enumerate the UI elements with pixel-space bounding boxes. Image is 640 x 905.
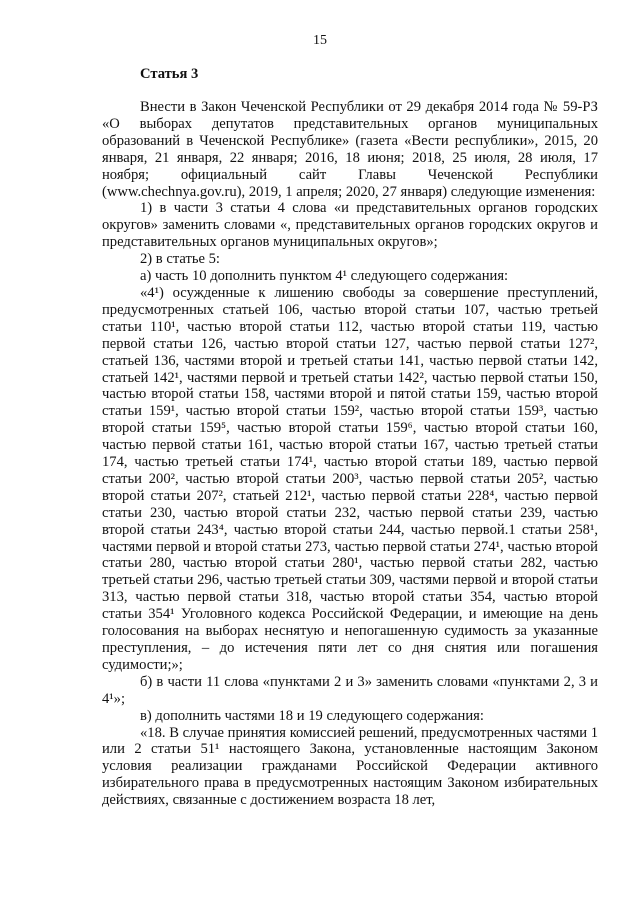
paragraph-quoted-18: «18. В случае принятия комиссией решений, предусмотренных частями 1 или 2 статьи 51¹ настоящего Закона, установленные настоящим Законом условия реализации гражданами Российской Федерации активного избирательного права в предусмотренных настоящим Законом избирательных действиях, связанные с достижением возраста 18 лет,: [102, 724, 598, 809]
paragraph-intro: Внести в Закон Чеченской Республики от 29 декабря 2014 года № 59-РЗ «О выборах депутатов представительных органов муниципальных образований в Чеченской Республике» (газета «Вести республики», 2015, 20 января, 21 января, 22 января; 2016, 18 июня; 2018, 25 июля, 28 июля, 17 ноября; официальный сайт Главы Чеченской Республики (www.chechnya.gov.ru), 2019, 1 апреля; 2020, 27 января) следующие изменения:: [102, 99, 598, 200]
paragraph-item-2: 2) в статье 5:: [140, 251, 220, 268]
article-body: [102, 99, 598, 809]
article-title: Статья 3: [140, 66, 199, 82]
page-number: 15: [313, 33, 327, 48]
paragraph-subitem-b: б) в части 11 слова «пунктами 2 и 3» заменить словами «пунктами 2, 3 и 4¹»;: [102, 673, 598, 707]
paragraph-quoted-4-1: «4¹) осужденные к лишению свободы за совершение преступлений, предусмотренных статьей 106, частью второй статьи 107, частью третьей статьи 110¹, частью второй статьи 112, частью второй статьи 119, частью первой статьи 126, частью второй статьи 127, частью первой статьи 127², статьей 136, частями второй и третьей статьи 141, частью первой статьи 142, статьей 142¹, частями первой и третьей статьи 142², частью первой статьи 150, частью второй статьи 158, частями второй и пятой статьи 159, частью второй статьи 159¹, частью второй статьи 159², частью второй статьи 159³, частью второй статьи 159⁵, частью второй статьи 159⁶, частью второй статьи 160, частью первой статьи 161, частью второй статьи 167, частью третьей статьи 174, частью третьей статьи 174¹, частью второй статьи 189, частью первой статьи 200², частью второй статьи 200³, частью первой статьи 205², частью второй статьи 207², статьей 212¹, частью первой статьи 228⁴, частью первой статьи 230, частью второй статьи 232, частью первой статьи 239, частью второй статьи 243⁴, частью второй статьи 244, частью первой.1 статьи 258¹, частями первой и второй статьи 273, частью первой статьи 274¹, частью второй статьи 280, частью второй статьи 280¹, частью первой статьи 282, частью третьей статьи 296, частью третьей статьи 309, частями первой и второй статьи 313, частью первой статьи 318, частью второй статьи 354, частью второй статьи 354¹ Уголовного кодекса Российской Федерации, и имеющие на день голосования на выборах неснятую и непогашенную судимость за указанные преступления, – до истечения пяти лет со дня снятия или погашения судимости;»;: [102, 284, 598, 673]
paragraph-item-1: 1) в части 3 статьи 4 слова «и представительных органов городских округов» заменить словами «, представительных органов городских округов и представительных органов муниципальных округов»;: [102, 200, 598, 251]
paragraph-subitem-a: а) часть 10 дополнить пунктом 4¹ следующего содержания:: [140, 268, 509, 285]
paragraph-subitem-v: в) дополнить частями 18 и 19 следующего содержания:: [140, 707, 484, 724]
